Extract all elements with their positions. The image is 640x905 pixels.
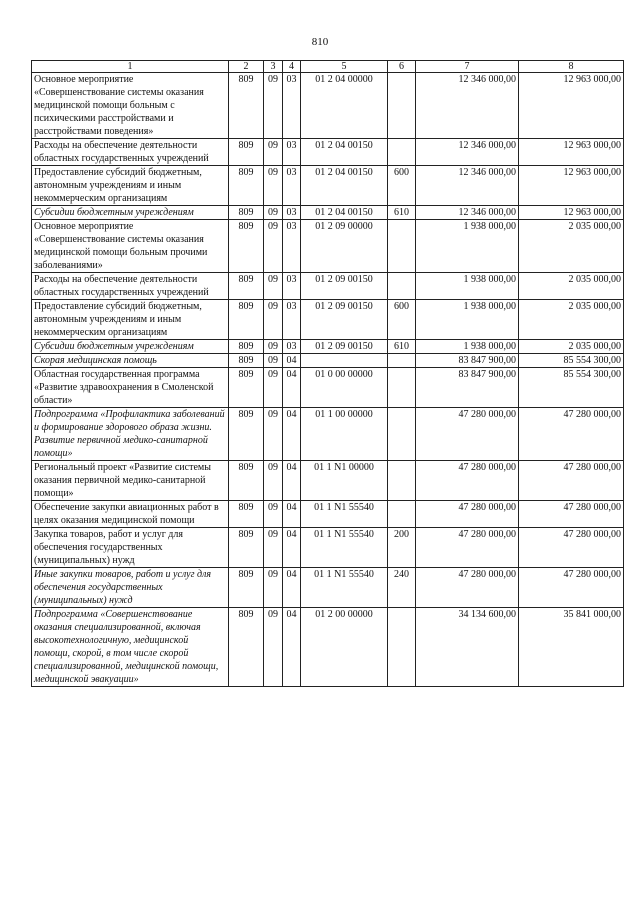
- row-target-cell: 01 1 N1 55540: [301, 568, 388, 608]
- row-section-cell: 09: [264, 408, 283, 461]
- row-section-cell: 09: [264, 461, 283, 501]
- row-amount-year2-cell: 35 841 000,00: [519, 608, 624, 687]
- row-subsection-cell: 04: [283, 368, 301, 408]
- row-expense-type-cell: [388, 139, 416, 166]
- table-row: [32, 354, 624, 368]
- row-expense-type-cell: [388, 501, 416, 528]
- table-row: [32, 273, 624, 300]
- column-header: 7: [416, 61, 519, 73]
- row-amount-year2-cell: 2 035 000,00: [519, 340, 624, 354]
- row-section-cell: 09: [264, 300, 283, 340]
- row-target-cell: 01 2 00 00000: [301, 608, 388, 687]
- row-target-cell: 01 2 04 00150: [301, 166, 388, 206]
- column-header: 4: [283, 61, 301, 73]
- row-subsection-cell: 04: [283, 354, 301, 368]
- row-target-cell: [301, 354, 388, 368]
- table-row: [32, 206, 624, 220]
- row-subsection-cell: 04: [283, 528, 301, 568]
- row-target-cell: 01 2 04 00150: [301, 139, 388, 166]
- row-name-cell: Основное мероприятие «Совершенствование системы оказания медицинской помощи больным с психическими расстройствами и расстройствами поведения»: [32, 73, 229, 139]
- row-target-cell: 01 1 N1 00000: [301, 461, 388, 501]
- row-subsection-cell: 04: [283, 568, 301, 608]
- table-row: [32, 166, 624, 206]
- row-code-cell: 809: [229, 340, 264, 354]
- column-header: 1: [32, 61, 229, 73]
- row-name-cell: Расходы на обеспечение деятельности областных государственных учреждений: [32, 273, 229, 300]
- row-target-cell: 01 1 00 00000: [301, 408, 388, 461]
- row-section-cell: 09: [264, 368, 283, 408]
- row-target-cell: 01 1 N1 55540: [301, 501, 388, 528]
- row-amount-year1-cell: 12 346 000,00: [416, 139, 519, 166]
- row-expense-type-cell: 600: [388, 300, 416, 340]
- column-header: 3: [264, 61, 283, 73]
- row-code-cell: 809: [229, 408, 264, 461]
- row-amount-year1-cell: 1 938 000,00: [416, 300, 519, 340]
- row-expense-type-cell: [388, 273, 416, 300]
- row-subsection-cell: 04: [283, 408, 301, 461]
- table-row: [32, 139, 624, 166]
- column-header: 8: [519, 61, 624, 73]
- row-amount-year1-cell: 47 280 000,00: [416, 528, 519, 568]
- row-subsection-cell: 03: [283, 340, 301, 354]
- row-expense-type-cell: [388, 461, 416, 501]
- row-target-cell: 01 2 09 00150: [301, 273, 388, 300]
- row-code-cell: 809: [229, 461, 264, 501]
- table-row: [32, 408, 624, 461]
- row-target-cell: 01 2 09 00150: [301, 340, 388, 354]
- row-code-cell: 809: [229, 608, 264, 687]
- row-section-cell: 09: [264, 206, 283, 220]
- row-expense-type-cell: [388, 408, 416, 461]
- row-section-cell: 09: [264, 354, 283, 368]
- row-name-cell: Подпрограмма «Профилактика заболеваний и формирование здорового образа жизни. Развитие первичной медико-санитарной помощи»: [32, 408, 229, 461]
- row-section-cell: 09: [264, 528, 283, 568]
- row-name-cell: Региональный проект «Развитие системы оказания первичной медико-санитарной помощи»: [32, 461, 229, 501]
- column-header: 6: [388, 61, 416, 73]
- row-name-cell: Подпрограмма «Совершенствование оказания специализированной, включая высокотехнологичную, медицинской помощи, скорой, в том числе скорой специализированной, медицинской помощи, медицинской эвакуации»: [32, 608, 229, 687]
- row-amount-year2-cell: 2 035 000,00: [519, 273, 624, 300]
- page-number: 810: [311, 36, 329, 48]
- row-section-cell: 09: [264, 273, 283, 300]
- row-amount-year1-cell: 47 280 000,00: [416, 501, 519, 528]
- row-name-cell: Областная государственная программа «Развитие здравоохранения в Смоленской области»: [32, 368, 229, 408]
- row-amount-year2-cell: 47 280 000,00: [519, 568, 624, 608]
- row-section-cell: 09: [264, 568, 283, 608]
- row-amount-year2-cell: 12 963 000,00: [519, 206, 624, 220]
- row-name-cell: Закупка товаров, работ и услуг для обеспечения государственных (муниципальных) нужд: [32, 528, 229, 568]
- column-header: 5: [301, 61, 388, 73]
- row-expense-type-cell: 610: [388, 206, 416, 220]
- table-row: [32, 368, 624, 408]
- row-expense-type-cell: [388, 220, 416, 273]
- row-amount-year2-cell: 12 963 000,00: [519, 139, 624, 166]
- row-amount-year2-cell: 12 963 000,00: [519, 73, 624, 139]
- row-code-cell: 809: [229, 220, 264, 273]
- row-amount-year1-cell: 12 346 000,00: [416, 166, 519, 206]
- row-code-cell: 809: [229, 300, 264, 340]
- budget-table: [31, 60, 624, 687]
- row-code-cell: 809: [229, 73, 264, 139]
- row-amount-year1-cell: 83 847 900,00: [416, 354, 519, 368]
- row-name-cell: Обеспечение закупки авиационных работ в целях оказания медицинской помощи: [32, 501, 229, 528]
- row-name-cell: Предоставление субсидий бюджетным, автономным учреждениям и иным некоммерческим организациям: [32, 300, 229, 340]
- row-subsection-cell: 03: [283, 206, 301, 220]
- row-amount-year2-cell: 2 035 000,00: [519, 220, 624, 273]
- row-amount-year1-cell: 47 280 000,00: [416, 568, 519, 608]
- row-target-cell: 01 0 00 00000: [301, 368, 388, 408]
- row-expense-type-cell: 240: [388, 568, 416, 608]
- row-code-cell: 809: [229, 501, 264, 528]
- table-row: [32, 568, 624, 608]
- row-subsection-cell: 03: [283, 166, 301, 206]
- row-amount-year1-cell: 1 938 000,00: [416, 340, 519, 354]
- row-code-cell: 809: [229, 166, 264, 206]
- row-code-cell: 809: [229, 354, 264, 368]
- row-target-cell: 01 1 N1 55540: [301, 528, 388, 568]
- row-amount-year2-cell: 85 554 300,00: [519, 368, 624, 408]
- table-row: [32, 73, 624, 139]
- row-amount-year1-cell: 47 280 000,00: [416, 408, 519, 461]
- row-expense-type-cell: 200: [388, 528, 416, 568]
- row-name-cell: Основное мероприятие «Совершенствование системы оказания медицинской помощи больным прочими заболеваниями»: [32, 220, 229, 273]
- row-amount-year2-cell: 47 280 000,00: [519, 501, 624, 528]
- row-section-cell: 09: [264, 501, 283, 528]
- row-amount-year2-cell: 47 280 000,00: [519, 408, 624, 461]
- row-amount-year1-cell: 1 938 000,00: [416, 220, 519, 273]
- row-section-cell: 09: [264, 73, 283, 139]
- column-header: 2: [229, 61, 264, 73]
- row-amount-year1-cell: 83 847 900,00: [416, 368, 519, 408]
- row-section-cell: 09: [264, 166, 283, 206]
- row-code-cell: 809: [229, 273, 264, 300]
- row-section-cell: 09: [264, 340, 283, 354]
- header-row: [32, 61, 624, 73]
- row-subsection-cell: 03: [283, 220, 301, 273]
- row-code-cell: 809: [229, 139, 264, 166]
- row-name-cell: Предоставление субсидий бюджетным, автономным учреждениям и иным некоммерческим организациям: [32, 166, 229, 206]
- row-subsection-cell: 03: [283, 300, 301, 340]
- row-amount-year2-cell: 85 554 300,00: [519, 354, 624, 368]
- table-row: [32, 220, 624, 273]
- row-section-cell: 09: [264, 220, 283, 273]
- row-subsection-cell: 04: [283, 461, 301, 501]
- row-subsection-cell: 04: [283, 501, 301, 528]
- row-name-cell: Расходы на обеспечение деятельности областных государственных учреждений: [32, 139, 229, 166]
- row-subsection-cell: 03: [283, 139, 301, 166]
- row-subsection-cell: 03: [283, 273, 301, 300]
- table-body: [32, 73, 624, 687]
- row-subsection-cell: 03: [283, 73, 301, 139]
- row-amount-year1-cell: 12 346 000,00: [416, 206, 519, 220]
- row-amount-year1-cell: 12 346 000,00: [416, 73, 519, 139]
- row-target-cell: 01 2 04 00000: [301, 73, 388, 139]
- row-amount-year2-cell: 12 963 000,00: [519, 166, 624, 206]
- row-subsection-cell: 04: [283, 608, 301, 687]
- row-amount-year2-cell: 47 280 000,00: [519, 528, 624, 568]
- row-amount-year1-cell: 1 938 000,00: [416, 273, 519, 300]
- row-amount-year2-cell: 2 035 000,00: [519, 300, 624, 340]
- row-expense-type-cell: [388, 73, 416, 139]
- table-row: [32, 300, 624, 340]
- row-amount-year2-cell: 47 280 000,00: [519, 461, 624, 501]
- row-amount-year1-cell: 34 134 600,00: [416, 608, 519, 687]
- row-code-cell: 809: [229, 528, 264, 568]
- row-target-cell: 01 2 09 00150: [301, 300, 388, 340]
- row-expense-type-cell: [388, 608, 416, 687]
- row-expense-type-cell: 600: [388, 166, 416, 206]
- table-row: [32, 501, 624, 528]
- row-section-cell: 09: [264, 608, 283, 687]
- row-expense-type-cell: [388, 354, 416, 368]
- table-row: [32, 608, 624, 687]
- row-code-cell: 809: [229, 206, 264, 220]
- row-name-cell: Скорая медицинская помощь: [32, 354, 229, 368]
- table-row: [32, 461, 624, 501]
- table-row: [32, 528, 624, 568]
- row-expense-type-cell: 610: [388, 340, 416, 354]
- row-code-cell: 809: [229, 368, 264, 408]
- row-expense-type-cell: [388, 368, 416, 408]
- table-row: [32, 340, 624, 354]
- row-target-cell: 01 2 09 00000: [301, 220, 388, 273]
- row-name-cell: Субсидии бюджетным учреждениям: [32, 340, 229, 354]
- row-name-cell: Субсидии бюджетным учреждениям: [32, 206, 229, 220]
- row-name-cell: Иные закупки товаров, работ и услуг для обеспечения государственных (муниципальных) нужд: [32, 568, 229, 608]
- row-amount-year1-cell: 47 280 000,00: [416, 461, 519, 501]
- row-code-cell: 809: [229, 568, 264, 608]
- row-section-cell: 09: [264, 139, 283, 166]
- row-target-cell: 01 2 04 00150: [301, 206, 388, 220]
